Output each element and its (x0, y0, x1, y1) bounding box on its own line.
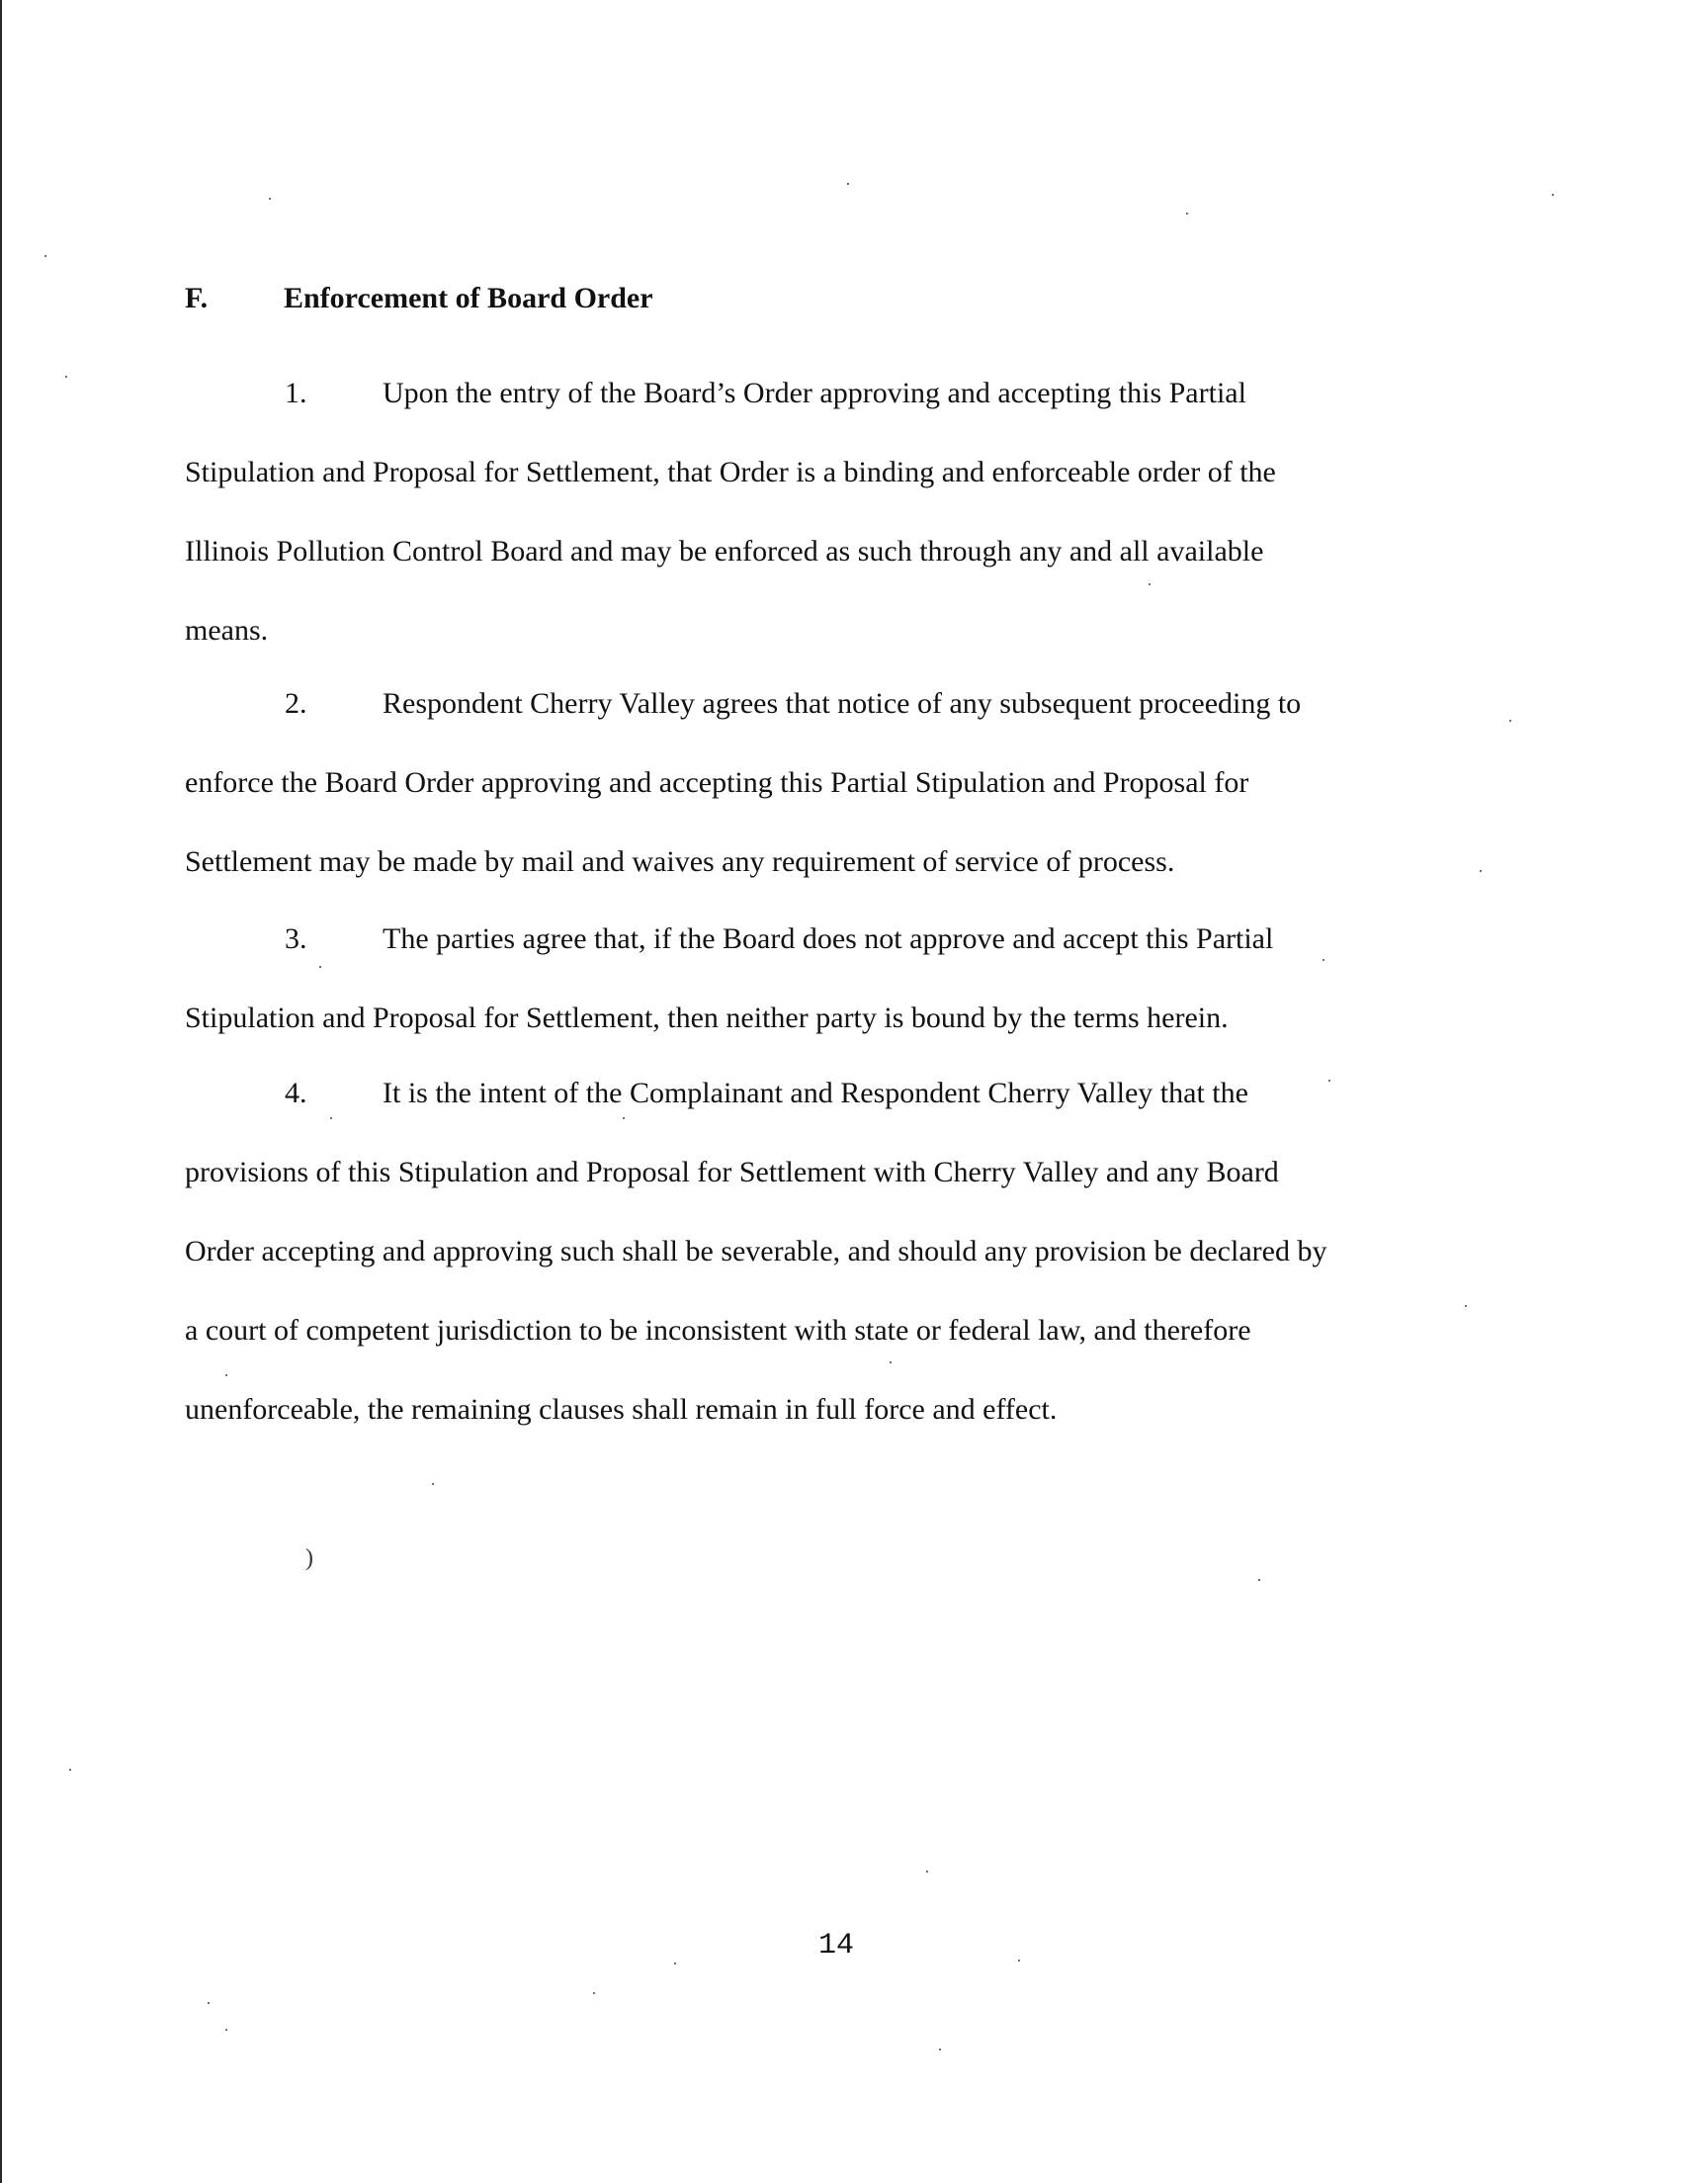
scan-speck (1465, 1305, 1467, 1307)
scan-speck (330, 1117, 332, 1119)
section-title: Enforcement of Board Order (284, 282, 653, 314)
paragraph-line: Illinois Pollution Control Board and may be enforced as such through any and all available (185, 535, 1264, 568)
scan-speck (1552, 194, 1554, 196)
scan-speck (593, 1992, 595, 1994)
paragraph-line: provisions of this Stipulation and Proposal for Settlement with Cherry Valley and any Board (185, 1156, 1279, 1188)
paragraph-line (185, 1054, 1499, 1133)
scan-speck (432, 1483, 434, 1485)
paragraph-number: 3. (285, 922, 307, 955)
paragraph-number: 1. (285, 377, 307, 409)
scan-speck (44, 255, 46, 257)
paragraph-text: It is the intent of the Complainant and Respondent Cherry Valley that the (383, 1077, 1248, 1109)
scan-speck (65, 376, 67, 378)
scan-speck (1018, 1960, 1020, 1962)
scan-speck (926, 1871, 928, 1873)
scan-speck (69, 1769, 71, 1771)
paragraph-line: Order accepting and approving such shall be severable, and should any provision be declared by (185, 1235, 1327, 1267)
paragraph-line: a court of competent jurisdiction to be inconsistent with state or federal law, and therefore (185, 1314, 1251, 1347)
scan-speck (1186, 213, 1188, 215)
scan-speck (1509, 720, 1511, 722)
paragraph-3 (185, 900, 1499, 1058)
paragraph-line (185, 664, 1499, 743)
scan-speck (1149, 583, 1151, 585)
section-heading (185, 277, 653, 320)
scan-speck (890, 1361, 892, 1363)
paragraph-text: The parties agree that, if the Board does not approve and accept this Partial (383, 922, 1274, 955)
paragraph-line: Stipulation and Proposal for Settlement, then neither party is bound by the terms herein. (185, 1002, 1229, 1034)
scan-speck (1258, 1579, 1260, 1581)
paragraph-4 (185, 1054, 1499, 1449)
scan-speck (225, 1374, 227, 1376)
scan-speck (674, 1963, 676, 1965)
scan-speck (1480, 870, 1482, 872)
paragraph-2 (185, 664, 1499, 902)
scan-speck (225, 2029, 227, 2031)
paragraph-line: Settlement may be made by mail and waives any requirement of service of process. (185, 845, 1175, 878)
paragraph-line: enforce the Board Order approving and accepting this Partial Stipulation and Proposal for (185, 766, 1249, 799)
paragraph-line (185, 354, 1499, 433)
page-number: 14 (818, 1929, 855, 1963)
paragraph-text: Respondent Cherry Valley agrees that notice of any subsequent proceeding to (383, 687, 1302, 720)
paragraph-line: unenforceable, the remaining clauses shall remain in full force and effect. (185, 1393, 1058, 1426)
scan-speck (1323, 959, 1324, 961)
paragraph-number: 2. (285, 687, 307, 720)
paragraph-line (185, 900, 1499, 979)
scan-speck (939, 2049, 941, 2051)
paragraph-1 (185, 354, 1499, 670)
scan-speck (319, 966, 321, 968)
scan-speck (269, 198, 271, 200)
paragraph-number: 4. (285, 1077, 307, 1109)
paragraph-line: means. (185, 614, 269, 647)
stray-mark: ) (305, 1545, 313, 1571)
scan-speck (208, 2002, 210, 2004)
scan-speck (623, 1117, 625, 1119)
section-letter: F. (185, 282, 209, 314)
scan-speck (847, 183, 849, 185)
scan-left-edge (0, 0, 2, 2183)
scan-speck (1328, 1080, 1330, 1082)
paragraph-text: Upon the entry of the Board’s Order approving and accepting this Partial (383, 377, 1246, 409)
paragraph-line: Stipulation and Proposal for Settlement, that Order is a binding and enforceable order of the (185, 456, 1276, 488)
